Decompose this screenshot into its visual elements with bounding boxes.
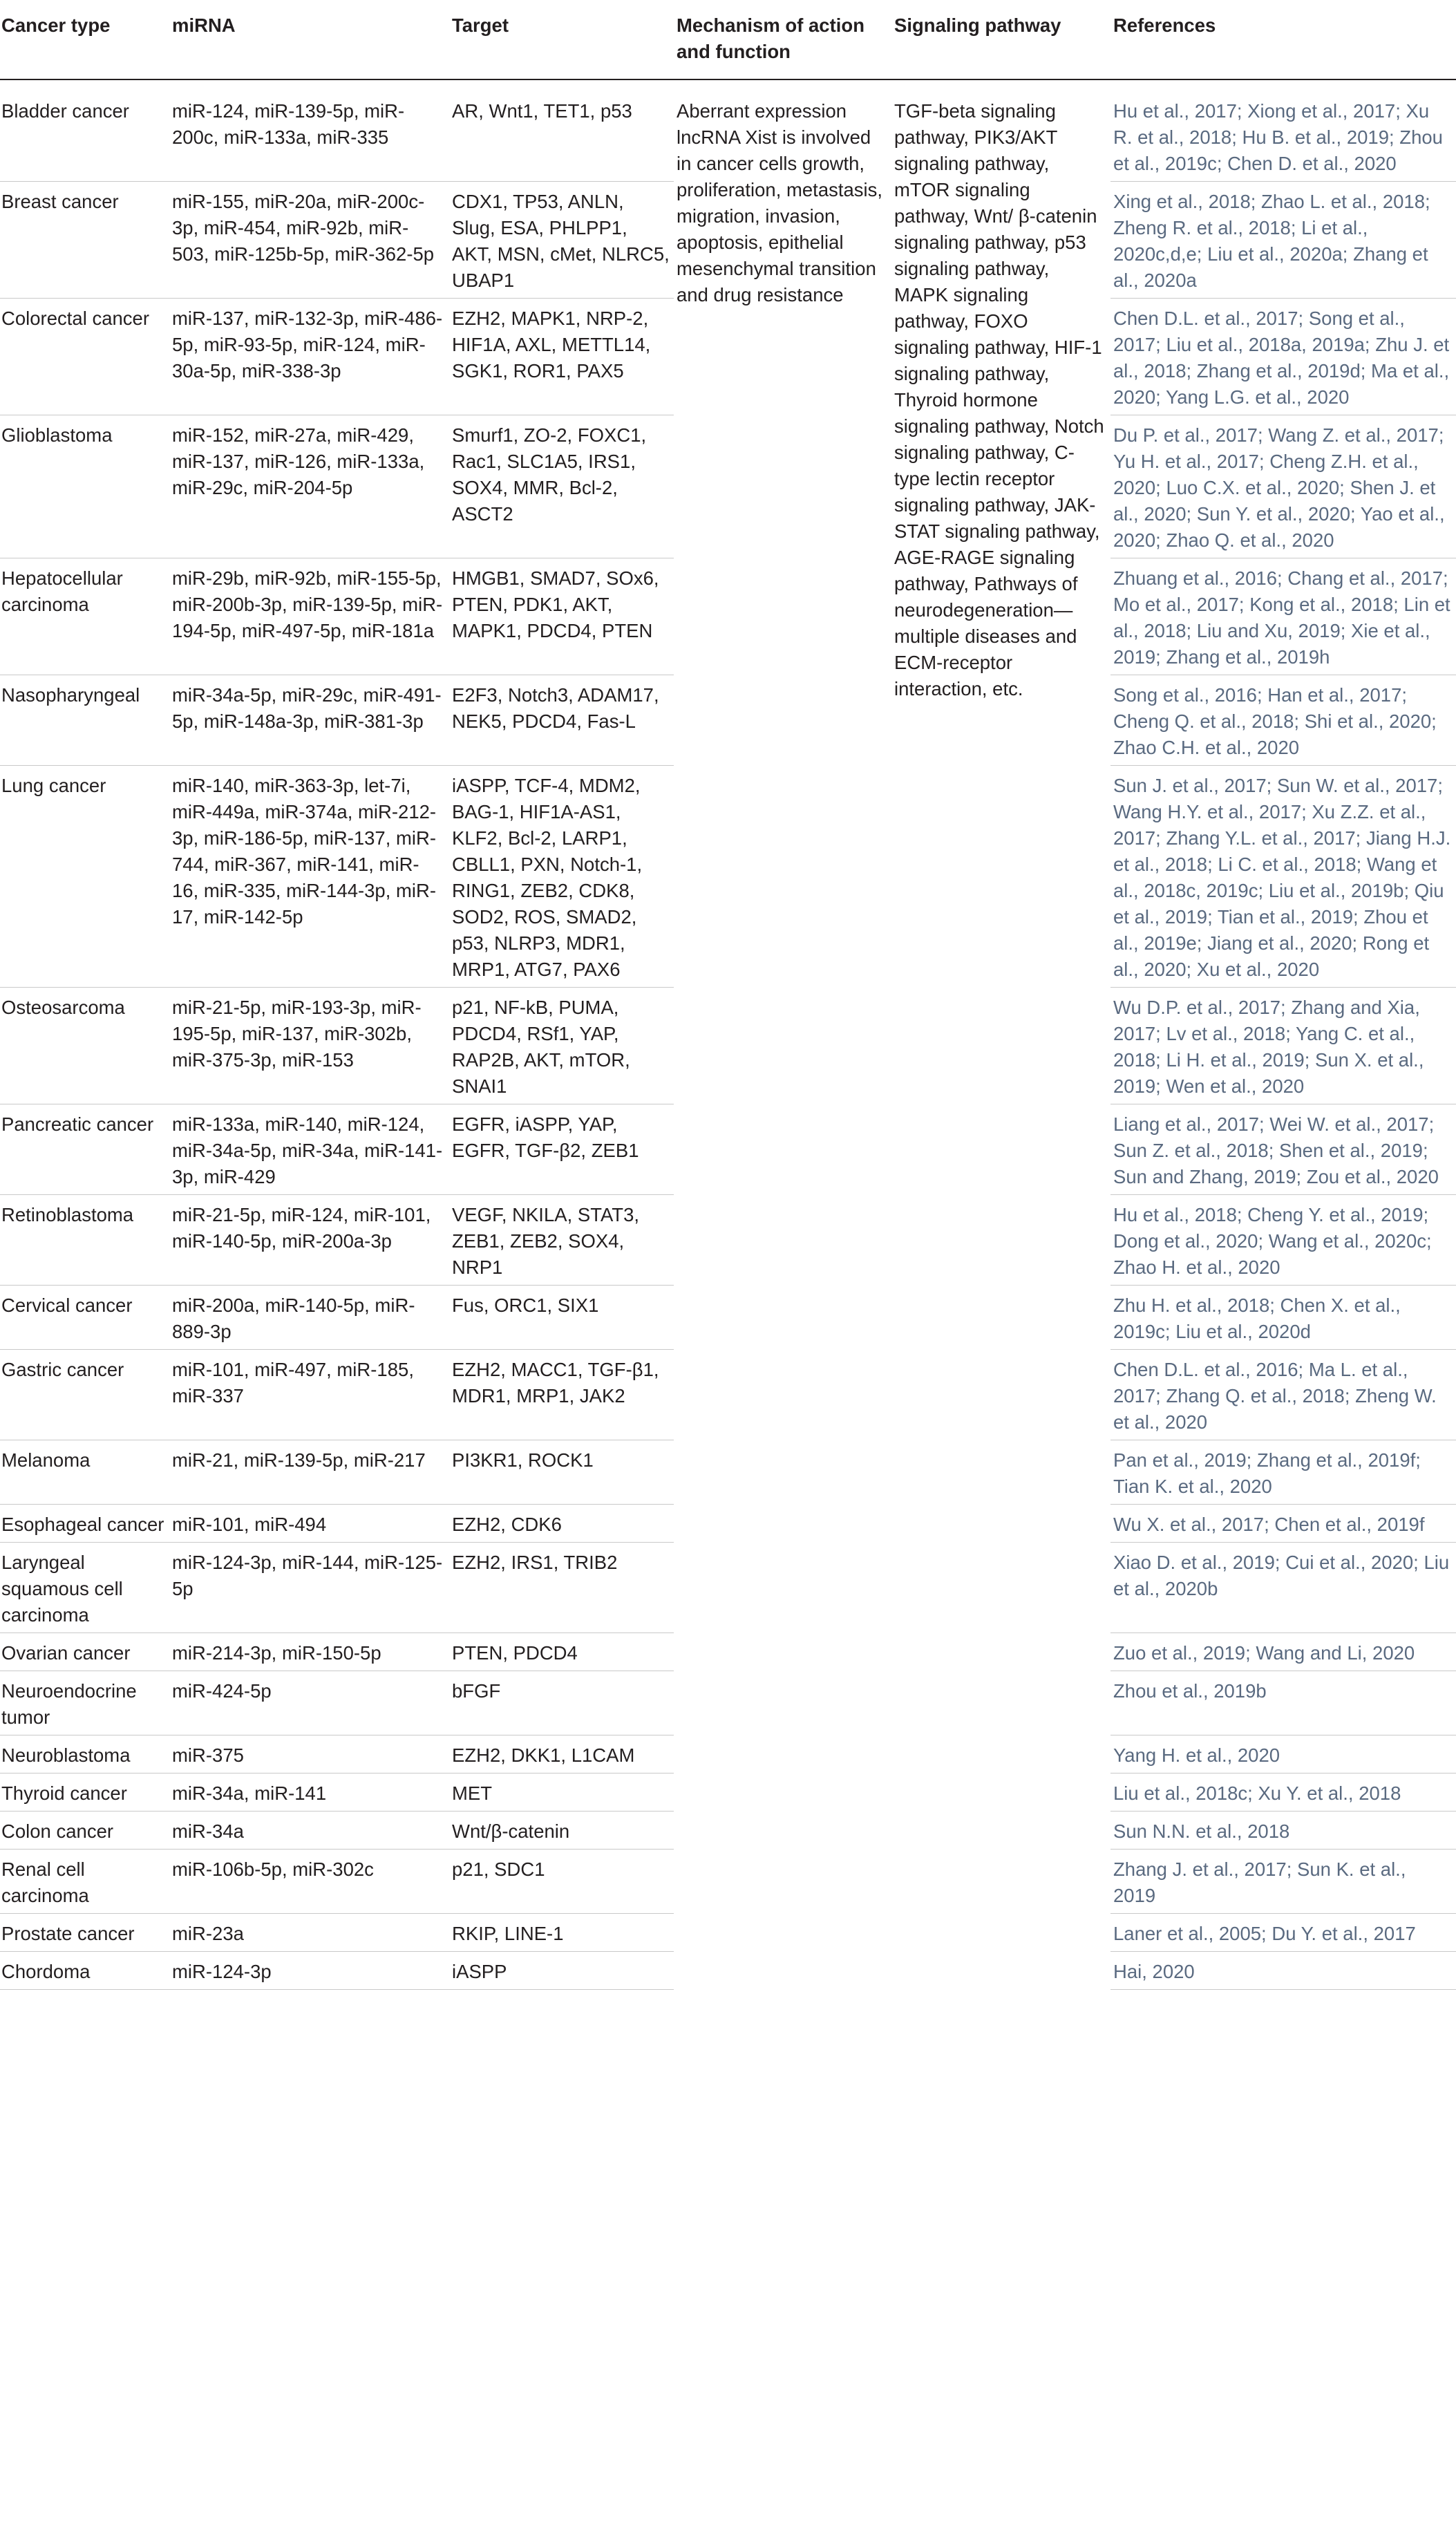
- cancer-type-cell: Melanoma: [0, 1440, 169, 1505]
- mirna-cell: miR-124-3p, miR-144, miR-125-5p: [169, 1543, 449, 1633]
- target-cell: iASPP, TCF-4, MDM2, BAG-1, HIF1A-AS1, KLF2, Bcl-2, LARP1, CBLL1, PXN, Notch-1, RING1, ZEB2, CDK8, SOD2, ROS, SMAD2, p53, NLRP3, MDR1, MRP1, ATG7, PAX6: [449, 766, 674, 988]
- mirna-cell: miR-424-5p: [169, 1671, 449, 1735]
- target-cell: PTEN, PDCD4: [449, 1633, 674, 1671]
- mirna-cell: miR-152, miR-27a, miR-429, miR-137, miR-126, miR-133a, miR-29c, miR-204-5p: [169, 415, 449, 558]
- header-mirna: miRNA: [169, 0, 449, 79]
- references-cell: Hai, 2020: [1110, 1952, 1456, 1990]
- cancer-type-cell: Bladder cancer: [0, 79, 169, 182]
- references-cell: Liu et al., 2018c; Xu Y. et al., 2018: [1110, 1773, 1456, 1812]
- target-cell: PI3KR1, ROCK1: [449, 1440, 674, 1505]
- references-cell: Zhu H. et al., 2018; Chen X. et al., 2019c; Liu et al., 2020d: [1110, 1286, 1456, 1350]
- cancer-type-cell: Lung cancer: [0, 766, 169, 988]
- references-cell: Zhou et al., 2019b: [1110, 1671, 1456, 1735]
- references-cell: Xiao D. et al., 2019; Cui et al., 2020; Liu et al., 2020b: [1110, 1543, 1456, 1633]
- references-cell: Hu et al., 2017; Xiong et al., 2017; Xu R. et al., 2018; Hu B. et al., 2019; Zhou et al., 2019c; Chen D. et al., 2020: [1110, 79, 1456, 182]
- references-cell: Liang et al., 2017; Wei W. et al., 2017; Sun Z. et al., 2018; Shen et al., 2019; Sun and Zhang, 2019; Zou et al., 2020: [1110, 1104, 1456, 1195]
- references-cell: Laner et al., 2005; Du Y. et al., 2017: [1110, 1914, 1456, 1952]
- references-cell: Wu X. et al., 2017; Chen et al., 2019f: [1110, 1505, 1456, 1543]
- references-cell: Zuo et al., 2019; Wang and Li, 2020: [1110, 1633, 1456, 1671]
- header-pathway: Signaling pathway: [891, 0, 1110, 79]
- target-cell: bFGF: [449, 1671, 674, 1735]
- cancer-type-cell: Nasopharyngeal: [0, 675, 169, 766]
- mirna-cell: miR-34a: [169, 1812, 449, 1850]
- references-cell: Hu et al., 2018; Cheng Y. et al., 2019; Dong et al., 2020; Wang et al., 2020c; Zhao H. et al., 2020: [1110, 1195, 1456, 1286]
- cancer-type-cell: Glioblastoma: [0, 415, 169, 558]
- references-cell: Chen D.L. et al., 2016; Ma L. et al., 2017; Zhang Q. et al., 2018; Zheng W. et al., 2020: [1110, 1350, 1456, 1440]
- cancer-type-cell: Colorectal cancer: [0, 299, 169, 415]
- mirna-cell: miR-124, miR-139-5p, miR-200c, miR-133a, miR-335: [169, 79, 449, 182]
- target-cell: EZH2, CDK6: [449, 1505, 674, 1543]
- target-cell: MET: [449, 1773, 674, 1812]
- cancer-type-cell: Gastric cancer: [0, 1350, 169, 1440]
- mirna-cell: miR-21-5p, miR-124, miR-101, miR-140-5p, miR-200a-3p: [169, 1195, 449, 1286]
- references-cell: Chen D.L. et al., 2017; Song et al., 2017; Liu et al., 2018a, 2019a; Zhu J. et al., 2018; Zhang et al., 2019d; Ma et al., 2020; Yang L.G. et al., 2020: [1110, 299, 1456, 415]
- target-cell: HMGB1, SMAD7, SOx6, PTEN, PDK1, AKT, MAPK1, PDCD4, PTEN: [449, 558, 674, 675]
- cancer-type-cell: Esophageal cancer: [0, 1505, 169, 1543]
- target-cell: VEGF, NKILA, STAT3, ZEB1, ZEB2, SOX4, NRP1: [449, 1195, 674, 1286]
- mirna-cell: miR-34a, miR-141: [169, 1773, 449, 1812]
- cancer-type-cell: Retinoblastoma: [0, 1195, 169, 1286]
- mirna-cell: miR-375: [169, 1735, 449, 1773]
- mirna-cell: miR-21, miR-139-5p, miR-217: [169, 1440, 449, 1505]
- references-cell: Du P. et al., 2017; Wang Z. et al., 2017; Yu H. et al., 2017; Cheng Z.H. et al., 2020; Luo C.X. et al., 2020; Shen J. et al., 2020; Sun Y. et al., 2020; Yao et al., 2020; Zhao Q. et al., 2020: [1110, 415, 1456, 558]
- references-cell: Pan et al., 2019; Zhang et al., 2019f; Tian K. et al., 2020: [1110, 1440, 1456, 1505]
- cancer-type-cell: Thyroid cancer: [0, 1773, 169, 1812]
- mirna-cell: miR-101, miR-497, miR-185, miR-337: [169, 1350, 449, 1440]
- target-cell: p21, SDC1: [449, 1850, 674, 1914]
- mirna-cell: miR-133a, miR-140, miR-124, miR-34a-5p, miR-34a, miR-141-3p, miR-429: [169, 1104, 449, 1195]
- target-cell: Smurf1, ZO-2, FOXC1, Rac1, SLC1A5, IRS1, SOX4, MMR, Bcl-2, ASCT2: [449, 415, 674, 558]
- cancer-type-cell: Neuroendocrine tumor: [0, 1671, 169, 1735]
- cancer-type-cell: Neuroblastoma: [0, 1735, 169, 1773]
- target-cell: Wnt/β-catenin: [449, 1812, 674, 1850]
- cancer-type-cell: Renal cell carcinoma: [0, 1850, 169, 1914]
- target-cell: RKIP, LINE-1: [449, 1914, 674, 1952]
- cancer-type-cell: Pancreatic cancer: [0, 1104, 169, 1195]
- cancer-type-cell: Chordoma: [0, 1952, 169, 1990]
- cancer-type-cell: Hepatocellular carcinoma: [0, 558, 169, 675]
- mirna-cell: miR-200a, miR-140-5p, miR-889-3p: [169, 1286, 449, 1350]
- references-cell: Yang H. et al., 2020: [1110, 1735, 1456, 1773]
- target-cell: iASPP: [449, 1952, 674, 1990]
- target-cell: E2F3, Notch3, ADAM17, NEK5, PDCD4, Fas-L: [449, 675, 674, 766]
- mirna-cell: miR-23a: [169, 1914, 449, 1952]
- cancer-type-cell: Colon cancer: [0, 1812, 169, 1850]
- mirna-cell: miR-106b-5p, miR-302c: [169, 1850, 449, 1914]
- target-cell: p21, NF-kB, PUMA, PDCD4, RSf1, YAP, RAP2B, AKT, mTOR, SNAI1: [449, 988, 674, 1104]
- references-cell: Sun N.N. et al., 2018: [1110, 1812, 1456, 1850]
- mirna-cell: miR-137, miR-132-3p, miR-486-5p, miR-93-5p, miR-124, miR-30a-5p, miR-338-3p: [169, 299, 449, 415]
- table-row: [0, 79, 1456, 182]
- header-references: References: [1110, 0, 1456, 79]
- table-body: [0, 79, 1456, 1990]
- target-cell: EZH2, DKK1, L1CAM: [449, 1735, 674, 1773]
- header-target: Target: [449, 0, 674, 79]
- cancer-type-cell: Laryngeal squamous cell carcinoma: [0, 1543, 169, 1633]
- header-cancer-type: Cancer type: [0, 0, 169, 79]
- cancer-type-cell: Cervical cancer: [0, 1286, 169, 1350]
- cancer-type-cell: Prostate cancer: [0, 1914, 169, 1952]
- mirna-cell: miR-101, miR-494: [169, 1505, 449, 1543]
- mechanism-cell: Aberrant expression lncRNA Xist is involved in cancer cells growth, proliferation, metastasis, migration, invasion, apoptosis, epithelial mesenchymal transition and drug resistance: [677, 100, 883, 305]
- mirna-cell: miR-29b, miR-92b, miR-155-5p, miR-200b-3p, miR-139-5p, miR-194-5p, miR-497-5p, miR-181a: [169, 558, 449, 675]
- mirna-cell: miR-21-5p, miR-193-3p, miR-195-5p, miR-137, miR-302b, miR-375-3p, miR-153: [169, 988, 449, 1104]
- target-cell: EZH2, MAPK1, NRP-2, HIF1A, AXL, METTL14, SGK1, ROR1, PAX5: [449, 299, 674, 415]
- target-cell: Fus, ORC1, SIX1: [449, 1286, 674, 1350]
- mirna-cell: miR-214-3p, miR-150-5p: [169, 1633, 449, 1671]
- references-cell: Song et al., 2016; Han et al., 2017; Cheng Q. et al., 2018; Shi et al., 2020; Zhao C.H. et al., 2020: [1110, 675, 1456, 766]
- references-cell: Zhuang et al., 2016; Chang et al., 2017; Mo et al., 2017; Kong et al., 2018; Lin et al., 2018; Liu and Xu, 2019; Xie et al., 2019; Zhang et al., 2019h: [1110, 558, 1456, 675]
- target-cell: CDX1, TP53, ANLN, Slug, ESA, PHLPP1, AKT, MSN, cMet, NLRC5, UBAP1: [449, 182, 674, 299]
- target-cell: AR, Wnt1, TET1, p53: [449, 79, 674, 182]
- references-cell: Sun J. et al., 2017; Sun W. et al., 2017; Wang H.Y. et al., 2017; Xu Z.Z. et al., 2017; Zhang Y.L. et al., 2017; Jiang H.J. et al., 2018; Li C. et al., 2018; Wang et al., 2018c, 2019c; Liu et al., 2019b; Qiu et al., 2019; Tian et al., 2019; Zhou et al., 2019e; Jiang et al., 2020; Rong et al., 2020; Xu et al., 2020: [1110, 766, 1456, 988]
- table-header: [0, 0, 1456, 79]
- references-cell: Xing et al., 2018; Zhao L. et al., 2018; Zheng R. et al., 2018; Li et al., 2020c,d,e; Liu et al., 2020a; Zhang et al., 2020a: [1110, 182, 1456, 299]
- header-mechanism: Mechanism of action and function: [674, 0, 891, 79]
- mirna-cell: miR-124-3p: [169, 1952, 449, 1990]
- signaling-pathway-cell: TGF-beta signaling pathway, PIK3/AKT signaling pathway, mTOR signaling pathway, Wnt/ β-catenin signaling pathway, p53 signaling pathway, MAPK signaling pathway, FOXO signaling pathway, HIF-1 signaling pathway, Thyroid hormone signaling pathway, Notch signaling pathway, C-type lectin receptor signaling pathway, JAK-STAT signaling pathway, AGE-RAGE signaling pathway, Pathways of neurodegeneration—multiple diseases and ECM-receptor interaction, etc.: [894, 100, 1104, 699]
- cancer-type-cell: Breast cancer: [0, 182, 169, 299]
- target-cell: EZH2, IRS1, TRIB2: [449, 1543, 674, 1633]
- references-cell: Wu D.P. et al., 2017; Zhang and Xia, 2017; Lv et al., 2018; Yang C. et al., 2018; Li H. et al., 2019; Sun X. et al., 2019; Wen et al., 2020: [1110, 988, 1456, 1104]
- target-cell: EGFR, iASPP, YAP, EGFR, TGF-β2, ZEB1: [449, 1104, 674, 1195]
- mirna-cell: miR-34a-5p, miR-29c, miR-491-5p, miR-148a-3p, miR-381-3p: [169, 675, 449, 766]
- cancer-type-cell: Osteosarcoma: [0, 988, 169, 1104]
- header-row: [0, 0, 1456, 79]
- cancer-type-cell: Ovarian cancer: [0, 1633, 169, 1671]
- mirna-cell: miR-155, miR-20a, miR-200c-3p, miR-454, miR-92b, miR-503, miR-125b-5p, miR-362-5p: [169, 182, 449, 299]
- references-cell: Zhang J. et al., 2017; Sun K. et al., 2019: [1110, 1850, 1456, 1914]
- target-cell: EZH2, MACC1, TGF-β1, MDR1, MRP1, JAK2: [449, 1350, 674, 1440]
- mirna-cell: miR-140, miR-363-3p, let-7i, miR-449a, miR-374a, miR-212-3p, miR-186-5p, miR-137, miR-744, miR-367, miR-141, miR-16, miR-335, miR-144-3p, miR-17, miR-142-5p: [169, 766, 449, 988]
